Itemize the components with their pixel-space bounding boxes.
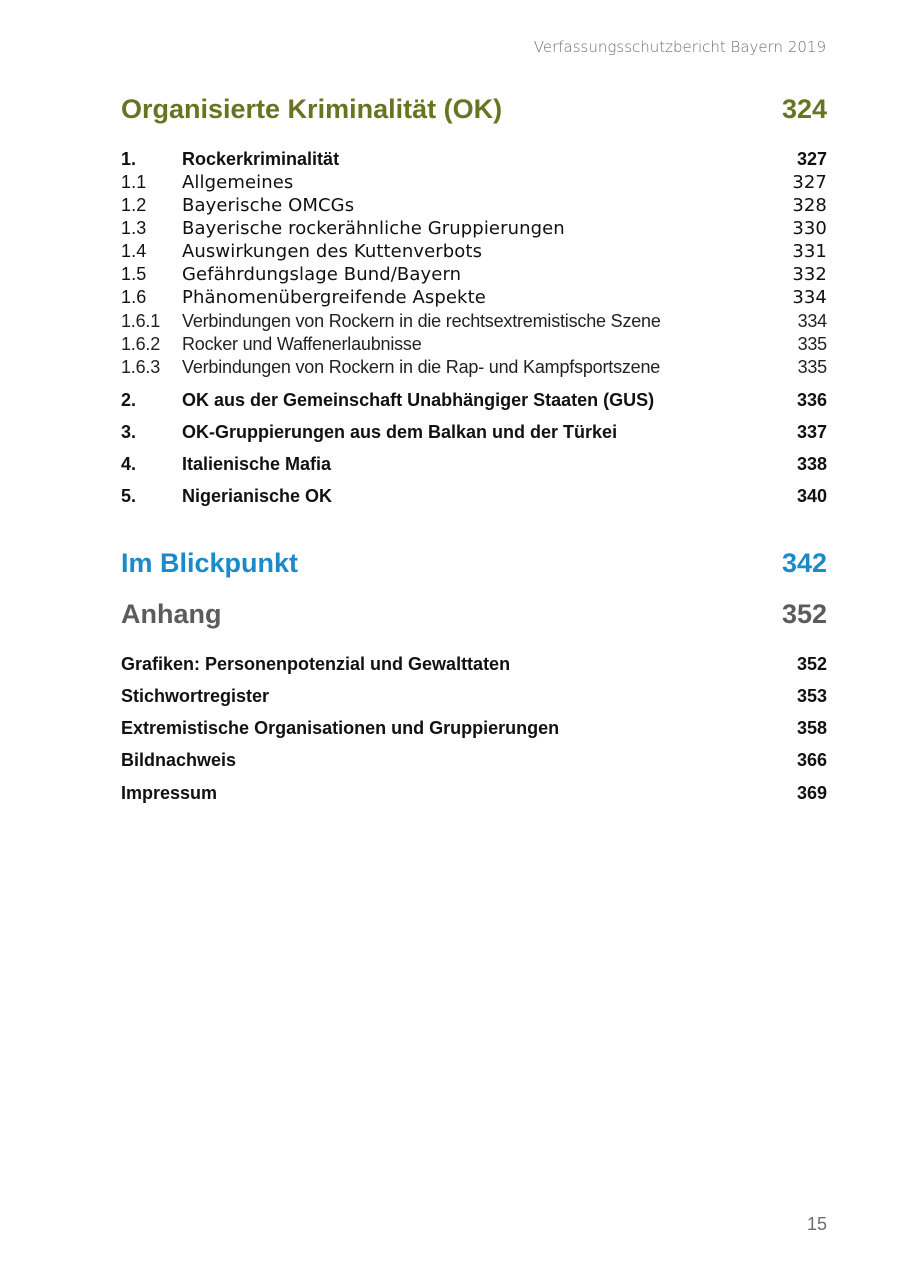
entry-number: 1.6.1 (121, 311, 161, 331)
toc-section-blickpunkt[interactable] (121, 548, 827, 579)
entry-page: 366 (796, 750, 827, 770)
entry-page: 340 (796, 486, 827, 506)
toc-entry[interactable] (121, 264, 827, 285)
entry-page: 335 (797, 357, 827, 377)
section-page: 342 (781, 548, 827, 578)
entry-title: Extremistische Organisationen und Gruppierungen (121, 718, 560, 738)
entry-title: Impressum (121, 783, 218, 803)
entry-title: Gefährdungslage Bund/Bayern (182, 264, 462, 285)
toc-entry[interactable] (121, 454, 827, 475)
section-title: Organisierte Kriminalität (OK) (121, 94, 503, 124)
entry-number: 1.6.2 (121, 334, 161, 354)
toc-entry[interactable] (121, 718, 827, 739)
toc-entry[interactable] (121, 241, 827, 262)
toc-entry[interactable] (121, 311, 827, 332)
entry-number: 5. (121, 486, 137, 506)
entry-page: 332 (792, 264, 827, 285)
entry-page: 328 (792, 195, 827, 216)
entry-title: OK aus der Gemeinschaft Unabhängiger Staaten (GUS) (182, 390, 655, 410)
entry-title: Bayerische OMCGs (182, 195, 355, 216)
entry-title: Auswirkungen des Kuttenverbots (182, 241, 483, 262)
entry-number: 1.6.3 (121, 357, 161, 377)
toc-entry[interactable] (121, 783, 827, 804)
entry-page: 337 (796, 422, 827, 442)
entry-title: Grafiken: Personenpotenzial und Gewalttaten (121, 654, 511, 674)
entry-page: 335 (797, 334, 827, 354)
toc-entry[interactable] (121, 486, 827, 507)
toc-entry[interactable] (121, 357, 827, 378)
toc-entry[interactable] (121, 287, 827, 308)
toc-entry[interactable] (121, 390, 827, 411)
running-header: Verfassungsschutzbericht Bayern 2019 (533, 38, 826, 56)
entry-page: 330 (792, 218, 827, 239)
entry-number: 1.5 (121, 264, 147, 284)
toc-entry[interactable] (121, 172, 827, 193)
entry-page: 352 (796, 654, 827, 674)
toc-entry[interactable] (121, 750, 827, 771)
entry-title: OK-Gruppierungen aus dem Balkan und der Türkei (182, 422, 618, 442)
entry-title: Verbindungen von Rockern in die rechtsextremistische Szene (182, 311, 661, 331)
entry-number: 4. (121, 454, 137, 474)
entry-number: 1.3 (121, 218, 147, 238)
entry-title: Bildnachweis (121, 750, 237, 770)
entry-number: 1.4 (121, 241, 147, 261)
entry-number: 1.6 (121, 287, 147, 307)
entry-title: Phänomenübergreifende Aspekte (182, 287, 486, 308)
entry-page: 334 (797, 311, 827, 331)
entry-title: Stichwortregister (121, 686, 270, 706)
entry-page: 358 (796, 718, 827, 738)
entry-title: Nigerianische OK (182, 486, 333, 506)
entry-page: 369 (796, 783, 827, 803)
entry-number: 3. (121, 422, 137, 442)
entry-title: Allgemeines (182, 172, 294, 193)
entry-page: 353 (796, 686, 827, 706)
section-page: 352 (781, 599, 827, 629)
entry-page: 334 (792, 287, 827, 308)
entry-title: Rocker und Waffenerlaubnisse (182, 334, 422, 354)
toc-entry[interactable] (121, 422, 827, 443)
toc-entry[interactable] (121, 686, 827, 707)
section-title: Anhang (121, 599, 222, 629)
toc-section-anhang[interactable] (121, 599, 827, 630)
toc-entry[interactable] (121, 334, 827, 355)
entry-title: Bayerische rockerähnliche Gruppierungen (182, 218, 565, 239)
entry-page: 327 (796, 149, 827, 169)
toc-entry[interactable] (121, 195, 827, 216)
toc-section-ok[interactable] (121, 94, 827, 125)
entry-number: 1. (121, 149, 137, 169)
entry-number: 1.2 (121, 195, 147, 215)
toc-entry[interactable] (121, 149, 827, 170)
entry-page: 327 (792, 172, 827, 193)
entry-number: 2. (121, 390, 137, 410)
section-title: Im Blickpunkt (121, 548, 299, 578)
toc-entry[interactable] (121, 654, 827, 675)
page-number: 15 (806, 1214, 827, 1234)
entry-page: 336 (796, 390, 827, 410)
entry-title: Verbindungen von Rockern in die Rap- und Kampfsportszene (182, 357, 661, 377)
section-page: 324 (781, 94, 827, 124)
entry-title: Italienische Mafia (182, 454, 332, 474)
toc-entry[interactable] (121, 218, 827, 239)
entry-number: 1.1 (121, 172, 147, 192)
entry-page: 338 (796, 454, 827, 474)
entry-title: Rockerkriminalität (182, 149, 340, 169)
entry-page: 331 (792, 241, 827, 262)
